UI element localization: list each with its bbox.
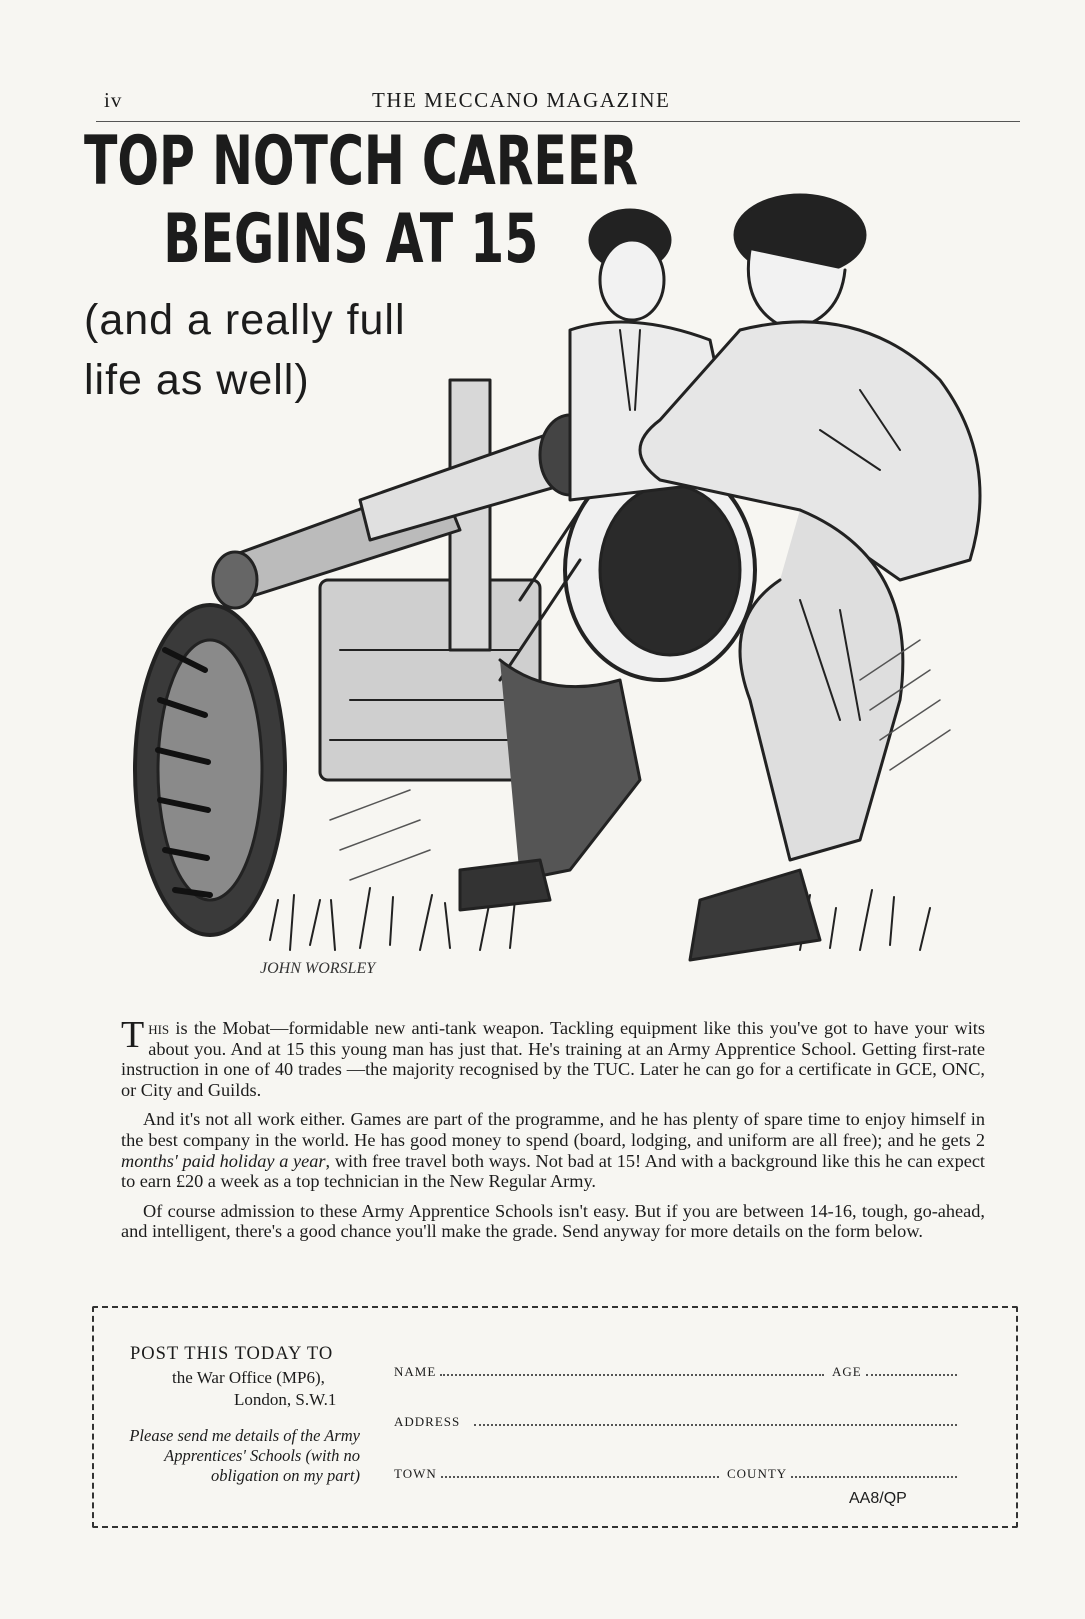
coupon-code: AA8/QP (849, 1490, 907, 1507)
address-field-line[interactable] (474, 1423, 957, 1426)
subhead-line-2: life as well) (84, 356, 310, 404)
paragraph-2-text-b: , with free travel both ways. Not bad at 15! And with a background like this he can expect to earn £20 a week as a top technician in the New Regular Army. (121, 1150, 986, 1192)
soldiers-illustration (100, 180, 1030, 1010)
subhead-line-1: (and a really full (84, 296, 406, 344)
name-field[interactable] (394, 1364, 824, 1380)
age-field-line[interactable] (866, 1373, 957, 1376)
coupon-address-line-1: the War Office (MP6), (172, 1368, 325, 1387)
coupon-request-note: Please send me details of the Army Apprentices' Schools (with no obligation on my part) (129, 1426, 360, 1485)
grass-strokes (270, 888, 930, 950)
paragraph-3: Of course admission to these Army Apprentice Schools isn't easy. But if you are between 14-16, tough, go-ahead, and intelligent, there's a good chance you'll make the grade. Send anyway for more details on the form below. (121, 1200, 985, 1242)
magazine-title: THE MECCANO MAGAZINE (372, 88, 671, 112)
paragraph-1 (121, 1014, 985, 1100)
headline-line-2: BEGINS AT 15 (163, 200, 539, 279)
county-field-line[interactable] (791, 1475, 957, 1478)
gun-wheel (135, 605, 285, 935)
headline-line-1: TOP NOTCH CAREER (84, 122, 639, 201)
paragraph-2 (121, 1109, 985, 1191)
reply-coupon (92, 1306, 1018, 1528)
name-field-line[interactable] (440, 1373, 824, 1376)
town-label: TOWN (394, 1466, 437, 1481)
paragraph-1-smallcaps: his (148, 1018, 170, 1038)
coupon-address-line-2: London, S.W.1 (234, 1390, 337, 1409)
age-label: AGE (832, 1364, 862, 1379)
paragraph-2-italic: months' paid holiday a year (121, 1150, 326, 1171)
paragraph-2-text-a: And it's not all work either. Games are part of the programme, and he has plenty of spare time to enjoy himself in the best company in the world. He has good money to spend (board, lodging, and uniform are all free); and he gets 2 (121, 1109, 985, 1150)
age-field[interactable] (832, 1364, 957, 1380)
coupon-post-today: POST THIS TODAY TO (130, 1344, 334, 1364)
body-copy (121, 1014, 986, 1251)
county-label: COUNTY (727, 1466, 788, 1481)
drop-cap: T (121, 1014, 145, 1056)
artist-signature: JOHN WORSLEY (260, 960, 376, 977)
address-field[interactable] (394, 1414, 957, 1430)
county-field[interactable] (727, 1466, 957, 1482)
address-label: ADDRESS (394, 1414, 461, 1429)
town-field-line[interactable] (441, 1475, 719, 1478)
page-number: iv (104, 88, 123, 112)
name-label: NAME (394, 1364, 437, 1379)
town-field[interactable] (394, 1466, 719, 1482)
paragraph-1-text: is the Mobat—formidable new anti-tank weapon. Tackling equipment like this you've got to have your wits about you. And at 15 this young man has just that. He's training at an Army Apprentice School. Getting first-rate instruction in one of 40 trades —the majority recognised by the TUC. Later he can go for a certificate in GCE, ONC, or City and Guilds. (121, 1018, 985, 1100)
